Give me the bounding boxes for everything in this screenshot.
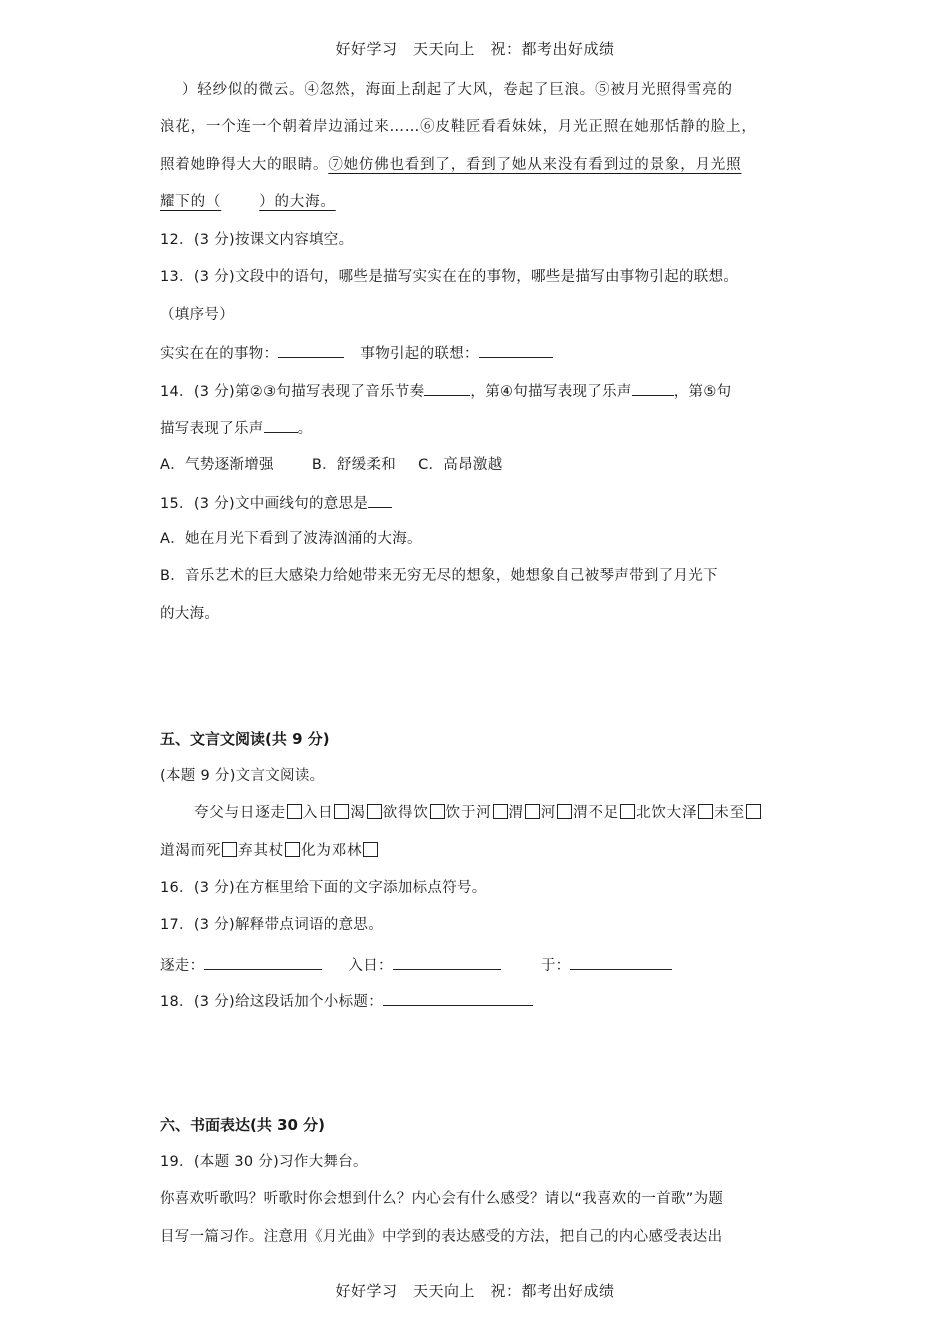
real-things-blank[interactable] <box>278 342 344 358</box>
question-15-option-b-cont: 的大海。 <box>160 606 220 622</box>
sound-5-blank[interactable] <box>264 417 298 433</box>
question-17: 17．(3 分)解释带点词语的意思。 <box>160 917 383 933</box>
word-label: 逐走： <box>160 958 205 974</box>
punctuation-box[interactable] <box>557 804 572 819</box>
question-19: 19．(本题 30 分)习作大舞台。 <box>160 1154 368 1170</box>
passage-line-4-b: ）的大海。 <box>259 194 336 210</box>
page-footer: 好好学习 天天向上 祝：都考出好成绩 <box>335 1282 615 1300</box>
punctuation-box[interactable] <box>430 804 445 819</box>
text-segment: 夸父与日逐走 <box>194 805 286 821</box>
question-15-stem: 15．(3 分)文中画线句的意思是 <box>160 496 369 512</box>
underlined-sentence: ⑦她仿佛也看到了，看到了她从来没有看到过的景象，月光照 <box>328 157 742 173</box>
essay-prompt-line-1: 你喜欢听歌吗？听歌时你会想到什么？内心会有什么感受？请以“我喜欢的一首歌”为题 <box>160 1191 724 1207</box>
question-17-blanks <box>160 954 672 976</box>
text-segment: 弃其杖 <box>238 843 285 859</box>
word-blank[interactable] <box>570 954 672 970</box>
question-15-option-b[interactable]: B．音乐艺术的巨大感染力给她带来无穷无尽的想象，她想象自己被琴声带到了月光下 <box>160 568 718 584</box>
question-15 <box>160 492 392 514</box>
word-blank[interactable] <box>204 954 322 970</box>
text-segment: 化为邓林 <box>301 843 363 859</box>
question-14 <box>160 380 731 402</box>
real-things-label: 实实在在的事物： <box>160 346 279 362</box>
text-segment: 渭 <box>508 805 524 821</box>
question-14-part-1: 14．(3 分)第②③句描写表现了音乐节奏 <box>160 384 425 400</box>
text-segment: 渭不足 <box>573 805 620 821</box>
word-label: 于： <box>540 958 571 974</box>
passage-line-2: 浪花，一个连一个朝着岸边涌过来……⑥皮鞋匠看看妹妹，月光正照在她那恬静的脸上， <box>160 119 757 135</box>
punctuation-box[interactable] <box>525 804 540 819</box>
passage-line-3 <box>160 155 741 175</box>
punctuation-box[interactable] <box>698 804 713 819</box>
classical-text-line-2 <box>160 841 379 861</box>
question-15-option-a[interactable]: A．她在月光下看到了波涛汹涌的大海。 <box>160 531 422 547</box>
question-13-note: （填序号） <box>160 307 234 323</box>
text-segment: 欲得饮 <box>382 805 429 821</box>
question-14-part-4: 描写表现了乐声 <box>160 421 264 437</box>
option-a[interactable]: A．气势逐渐增强 <box>160 457 274 473</box>
classical-text-line-1 <box>194 803 762 823</box>
word-label: 入日： <box>348 958 393 974</box>
text-segment: 入日 <box>302 805 334 821</box>
option-c[interactable]: C．高昂激越 <box>418 457 503 473</box>
punctuation-box[interactable] <box>287 804 302 819</box>
punctuation-box[interactable] <box>363 842 378 857</box>
text-segment: 未至 <box>714 805 745 821</box>
option-b[interactable]: B．舒缓柔和 <box>311 457 397 473</box>
passage-line-4-a: 耀下的（ <box>160 194 222 210</box>
text-segment: 渴 <box>350 805 366 821</box>
rhythm-blank[interactable] <box>424 380 470 396</box>
punctuation-box[interactable] <box>746 804 761 819</box>
essay-prompt-line-2: 目写一篇习作。注意用《月光曲》中学到的表达感受的方法，把自己的内心感受表达出 <box>160 1229 723 1245</box>
text-segment: 道渴而死 <box>160 843 222 859</box>
associations-blank[interactable] <box>479 342 553 358</box>
question-14-options <box>160 455 503 475</box>
text-segment: 饮于河 <box>445 805 492 821</box>
sound-4-blank[interactable] <box>632 380 674 396</box>
question-16: 16．(3 分)在方框里给下面的文字添加标点符号。 <box>160 880 487 896</box>
question-14-part-5: 。 <box>297 421 313 437</box>
text-segment: 北饮大泽 <box>636 805 698 821</box>
section-5-title: 五、文言文阅读(共 9 分) <box>160 730 330 748</box>
punctuation-box[interactable] <box>285 842 300 857</box>
question-13-answers <box>160 342 553 364</box>
punctuation-box[interactable] <box>493 804 508 819</box>
question-14-cont <box>160 417 312 439</box>
page-header: 好好学习 天天向上 祝：都考出好成绩 <box>335 40 615 58</box>
question-12: 12．(3 分)按课文内容填空。 <box>160 232 354 248</box>
associations-label: 事物引起的联想： <box>360 346 479 362</box>
question-18-text: 18．(3 分)给这段话加个小标题： <box>160 994 383 1010</box>
punctuation-box[interactable] <box>620 804 635 819</box>
text-segment: 河 <box>540 805 557 821</box>
question-14-part-2: ，第④句描写表现了乐声 <box>470 384 632 400</box>
passage-line-3-text: 照着她睁得大大的眼睛。 <box>160 157 329 173</box>
punctuation-box[interactable] <box>334 804 349 819</box>
section-5-intro: (本题 9 分)文言文阅读。 <box>160 768 325 784</box>
word-blank[interactable] <box>393 954 501 970</box>
question-15-blank[interactable] <box>368 492 392 508</box>
punctuation-box[interactable] <box>367 804 382 819</box>
passage-line-1: ）轻纱似的微云。④忽然，海面上刮起了大风，卷起了巨浪。⑤被月光照得雪亮的 <box>182 82 733 98</box>
question-14-part-3: ，第⑤句 <box>673 384 732 400</box>
punctuation-box[interactable] <box>222 842 237 857</box>
subtitle-blank[interactable] <box>383 990 533 1006</box>
section-6-title: 六、书面表达(共 30 分) <box>160 1116 326 1134</box>
passage-line-4 <box>160 192 336 212</box>
question-18 <box>160 990 533 1012</box>
question-13: 13．(3 分)文段中的语句，哪些是描写实实在在的事物，哪些是描写由事物引起的联想。 <box>160 269 739 285</box>
